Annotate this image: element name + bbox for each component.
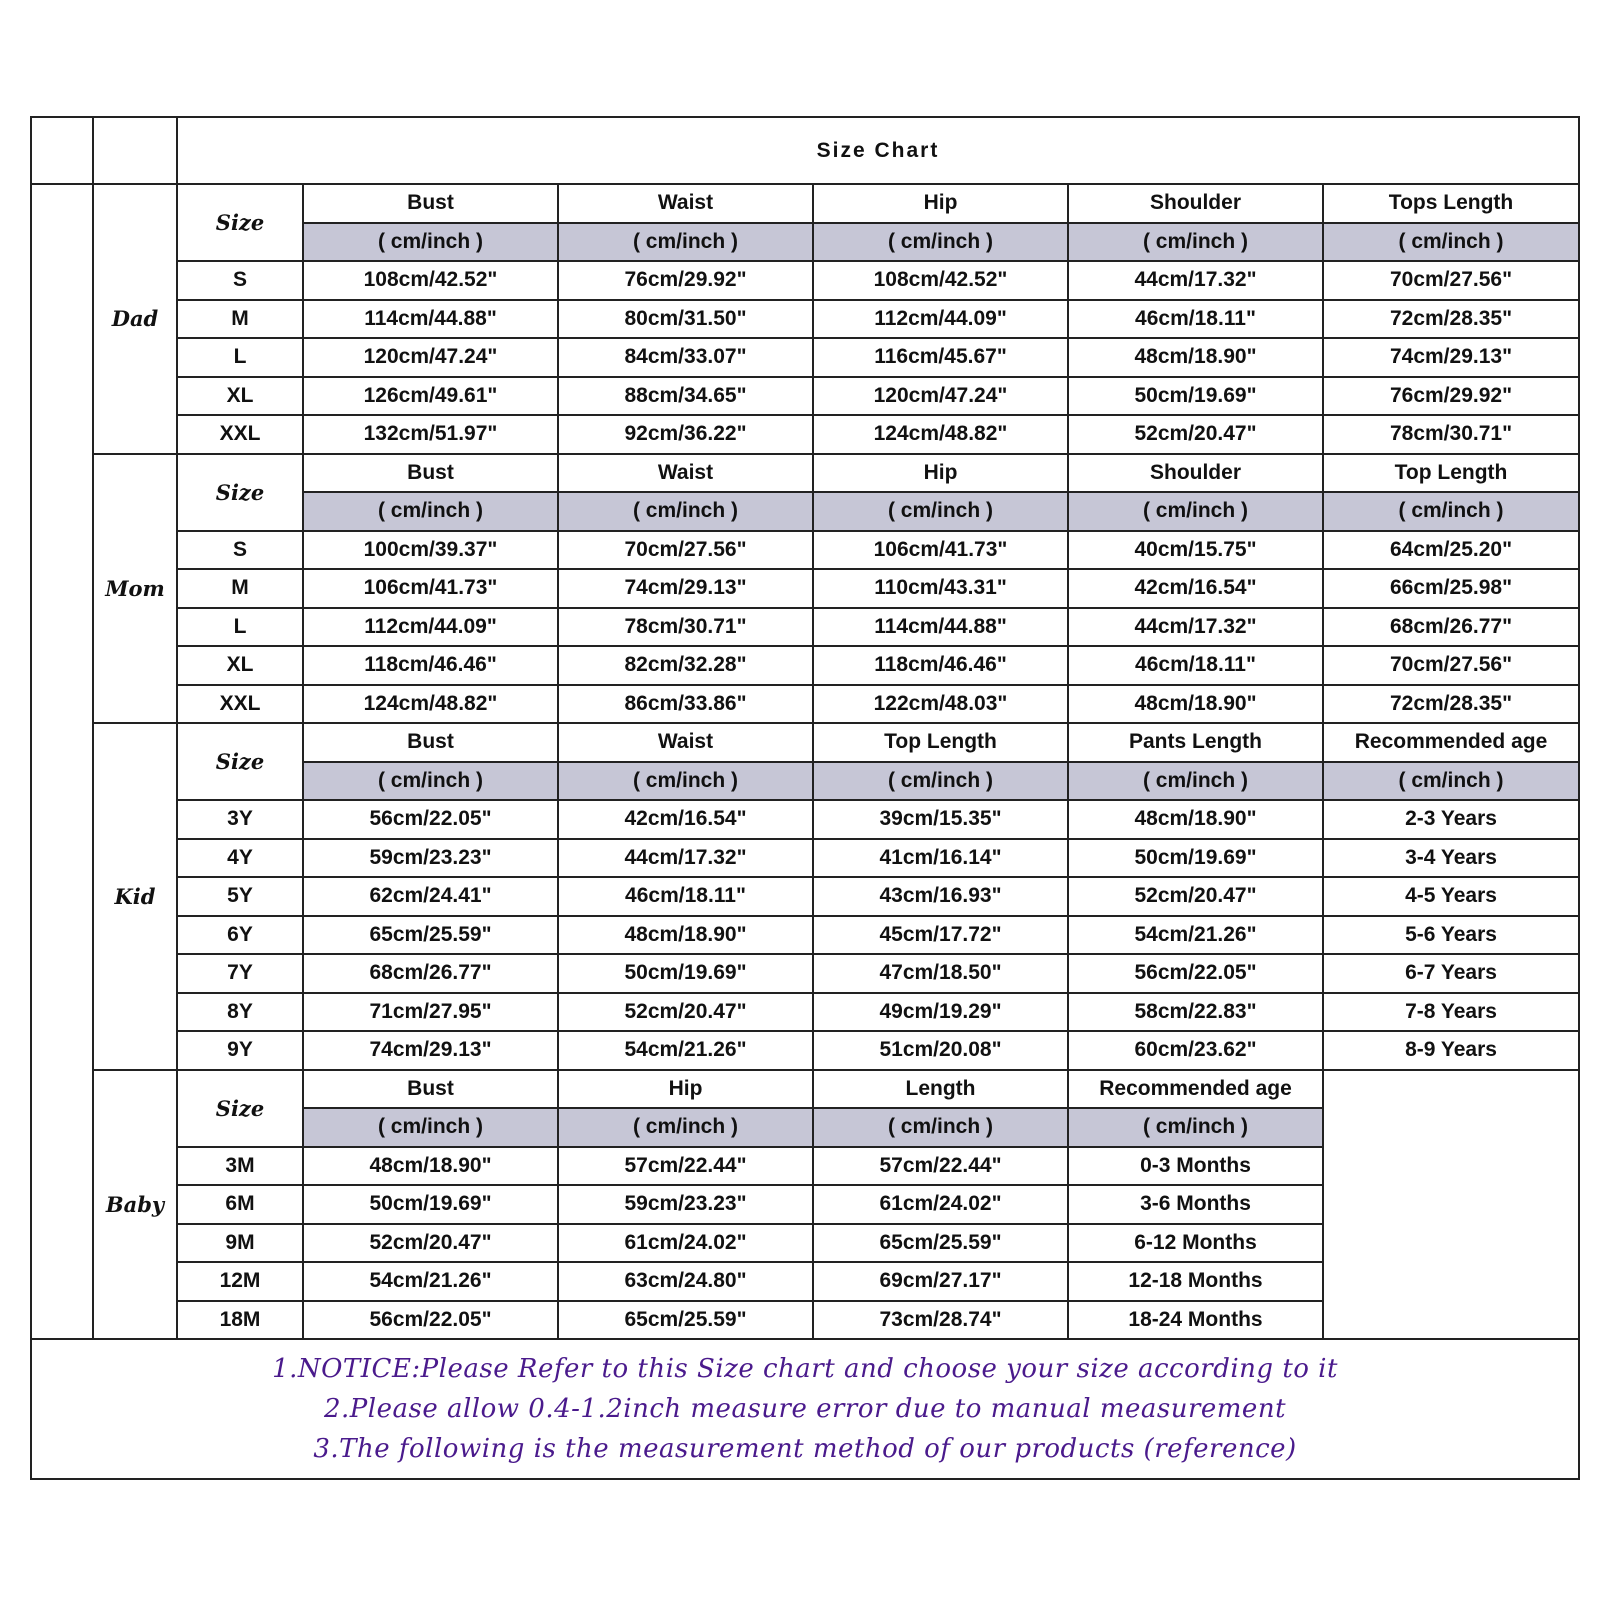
kid-size-cell: 8Y <box>177 993 303 1032</box>
baby-size-cell: 12M <box>177 1262 303 1301</box>
notice-line: 1.NOTICE:Please Refer to this Size chart and choose your size according to it <box>272 1354 1338 1384</box>
notes-cell <box>31 1339 1579 1479</box>
dad-value-cell: 52cm/20.47" <box>1068 415 1323 454</box>
dad-value-cell: 120cm/47.24" <box>813 377 1068 416</box>
table-row <box>31 377 1579 416</box>
mom-column-header: Waist <box>558 454 813 493</box>
baby-unit-cell: ( cm/inch ) <box>813 1108 1068 1147</box>
left-margin-cell <box>31 184 93 1339</box>
mom-unit-cell: ( cm/inch ) <box>1323 492 1579 531</box>
dad-value-cell: 80cm/31.50" <box>558 300 813 339</box>
dad-size-cell: S <box>177 261 303 300</box>
mom-value-cell: 122cm/48.03" <box>813 685 1068 724</box>
notice-line: 2.Please allow 0.4-1.2inch measure error due to manual measurement <box>323 1394 1287 1424</box>
mom-header-row <box>31 454 1579 493</box>
baby-column-header: Recommended age <box>1068 1070 1323 1109</box>
mom-value-cell: 114cm/44.88" <box>813 608 1068 647</box>
dad-column-header: Shoulder <box>1068 184 1323 223</box>
kid-value-cell: 48cm/18.90" <box>1068 800 1323 839</box>
dad-value-cell: 108cm/42.52" <box>813 261 1068 300</box>
mom-value-cell: 70cm/27.56" <box>558 531 813 570</box>
kid-group-label: Kid <box>93 723 177 1070</box>
dad-value-cell: 70cm/27.56" <box>1323 261 1579 300</box>
kid-value-cell: 59cm/23.23" <box>303 839 558 878</box>
dad-column-header: Waist <box>558 184 813 223</box>
dad-value-cell: 44cm/17.32" <box>1068 261 1323 300</box>
kid-header-row <box>31 723 1579 762</box>
table-row <box>31 993 1579 1032</box>
dad-value-cell: 116cm/45.67" <box>813 338 1068 377</box>
mom-size-cell: XXL <box>177 685 303 724</box>
baby-value-cell: 50cm/19.69" <box>303 1185 558 1224</box>
mom-value-cell: 112cm/44.09" <box>303 608 558 647</box>
kid-value-cell: 6-7 Years <box>1323 954 1579 993</box>
mom-value-cell: 106cm/41.73" <box>813 531 1068 570</box>
kid-unit-cell: ( cm/inch ) <box>558 762 813 801</box>
kid-value-cell: 43cm/16.93" <box>813 877 1068 916</box>
baby-size-cell: 3M <box>177 1147 303 1186</box>
size-chart-table <box>30 116 1580 1480</box>
baby-value-cell: 61cm/24.02" <box>558 1224 813 1263</box>
mom-value-cell: 40cm/15.75" <box>1068 531 1323 570</box>
size-chart-frame <box>30 116 1578 1501</box>
dad-unit-cell: ( cm/inch ) <box>558 223 813 262</box>
mom-value-cell: 124cm/48.82" <box>303 685 558 724</box>
mom-value-cell: 64cm/25.20" <box>1323 531 1579 570</box>
mom-value-cell: 86cm/33.86" <box>558 685 813 724</box>
baby-value-cell: 59cm/23.23" <box>558 1185 813 1224</box>
dad-value-cell: 46cm/18.11" <box>1068 300 1323 339</box>
baby-column-header: Length <box>813 1070 1068 1109</box>
dad-value-cell: 72cm/28.35" <box>1323 300 1579 339</box>
kid-value-cell: 2-3 Years <box>1323 800 1579 839</box>
kid-value-cell: 54cm/21.26" <box>1068 916 1323 955</box>
kid-value-cell: 48cm/18.90" <box>558 916 813 955</box>
table-row <box>31 531 1579 570</box>
baby-value-cell: 65cm/25.59" <box>813 1224 1068 1263</box>
kid-size-label: Size <box>177 723 303 800</box>
baby-value-cell: 54cm/21.26" <box>303 1262 558 1301</box>
page-title: Size Chart <box>177 117 1579 184</box>
kid-column-header: Pants Length <box>1068 723 1323 762</box>
dad-value-cell: 112cm/44.09" <box>813 300 1068 339</box>
dad-column-header: Tops Length <box>1323 184 1579 223</box>
kid-value-cell: 46cm/18.11" <box>558 877 813 916</box>
kid-value-cell: 51cm/20.08" <box>813 1031 1068 1070</box>
baby-blank-area <box>1323 1070 1579 1340</box>
mom-value-cell: 70cm/27.56" <box>1323 646 1579 685</box>
mom-value-cell: 48cm/18.90" <box>1068 685 1323 724</box>
baby-unit-cell: ( cm/inch ) <box>303 1108 558 1147</box>
table-row <box>31 685 1579 724</box>
baby-value-cell: 57cm/22.44" <box>558 1147 813 1186</box>
baby-value-cell: 63cm/24.80" <box>558 1262 813 1301</box>
dad-size-label: Size <box>177 184 303 261</box>
corner-cell <box>31 117 93 184</box>
kid-column-header: Waist <box>558 723 813 762</box>
dad-value-cell: 132cm/51.97" <box>303 415 558 454</box>
mom-value-cell: 72cm/28.35" <box>1323 685 1579 724</box>
table-row <box>31 839 1579 878</box>
mom-size-label: Size <box>177 454 303 531</box>
baby-column-header: Hip <box>558 1070 813 1109</box>
mom-value-cell: 46cm/18.11" <box>1068 646 1323 685</box>
baby-value-cell: 52cm/20.47" <box>303 1224 558 1263</box>
baby-value-cell: 12-18 Months <box>1068 1262 1323 1301</box>
kid-value-cell: 52cm/20.47" <box>1068 877 1323 916</box>
mom-column-header: Bust <box>303 454 558 493</box>
dad-unit-cell: ( cm/inch ) <box>813 223 1068 262</box>
dad-value-cell: 74cm/29.13" <box>1323 338 1579 377</box>
kid-value-cell: 54cm/21.26" <box>558 1031 813 1070</box>
dad-size-cell: M <box>177 300 303 339</box>
kid-value-cell: 50cm/19.69" <box>558 954 813 993</box>
baby-header-row <box>31 1070 1579 1109</box>
kid-size-cell: 4Y <box>177 839 303 878</box>
dad-unit-cell: ( cm/inch ) <box>303 223 558 262</box>
dad-size-cell: L <box>177 338 303 377</box>
table-row <box>31 877 1579 916</box>
kid-value-cell: 8-9 Years <box>1323 1031 1579 1070</box>
dad-value-cell: 92cm/36.22" <box>558 415 813 454</box>
baby-unit-cell: ( cm/inch ) <box>1068 1108 1323 1147</box>
baby-value-cell: 73cm/28.74" <box>813 1301 1068 1340</box>
mom-value-cell: 110cm/43.31" <box>813 569 1068 608</box>
table-row <box>31 415 1579 454</box>
kid-value-cell: 49cm/19.29" <box>813 993 1068 1032</box>
dad-header-row <box>31 184 1579 223</box>
table-row <box>31 608 1579 647</box>
dad-column-header: Hip <box>813 184 1068 223</box>
mom-value-cell: 118cm/46.46" <box>303 646 558 685</box>
baby-size-label: Size <box>177 1070 303 1147</box>
table-row <box>31 569 1579 608</box>
dad-value-cell: 114cm/44.88" <box>303 300 558 339</box>
baby-value-cell: 65cm/25.59" <box>558 1301 813 1340</box>
kid-column-header: Recommended age <box>1323 723 1579 762</box>
kid-size-cell: 6Y <box>177 916 303 955</box>
dad-value-cell: 50cm/19.69" <box>1068 377 1323 416</box>
mom-value-cell: 100cm/39.37" <box>303 531 558 570</box>
baby-unit-cell: ( cm/inch ) <box>558 1108 813 1147</box>
mom-group-label: Mom <box>93 454 177 724</box>
mom-size-cell: L <box>177 608 303 647</box>
dad-size-cell: XXL <box>177 415 303 454</box>
mom-value-cell: 68cm/26.77" <box>1323 608 1579 647</box>
dad-group-label: Dad <box>93 184 177 454</box>
baby-size-cell: 6M <box>177 1185 303 1224</box>
dad-size-cell: XL <box>177 377 303 416</box>
kid-size-cell: 9Y <box>177 1031 303 1070</box>
kid-value-cell: 45cm/17.72" <box>813 916 1068 955</box>
kid-unit-cell: ( cm/inch ) <box>1323 762 1579 801</box>
kid-unit-cell: ( cm/inch ) <box>1068 762 1323 801</box>
kid-value-cell: 71cm/27.95" <box>303 993 558 1032</box>
dad-value-cell: 120cm/47.24" <box>303 338 558 377</box>
kid-value-cell: 74cm/29.13" <box>303 1031 558 1070</box>
baby-value-cell: 69cm/27.17" <box>813 1262 1068 1301</box>
kid-value-cell: 39cm/15.35" <box>813 800 1068 839</box>
baby-value-cell: 3-6 Months <box>1068 1185 1323 1224</box>
kid-value-cell: 4-5 Years <box>1323 877 1579 916</box>
table-row <box>31 646 1579 685</box>
kid-value-cell: 3-4 Years <box>1323 839 1579 878</box>
baby-value-cell: 56cm/22.05" <box>303 1301 558 1340</box>
table-row <box>31 954 1579 993</box>
mom-column-header: Hip <box>813 454 1068 493</box>
table-row <box>31 800 1579 839</box>
baby-value-cell: 18-24 Months <box>1068 1301 1323 1340</box>
kid-value-cell: 42cm/16.54" <box>558 800 813 839</box>
dad-value-cell: 88cm/34.65" <box>558 377 813 416</box>
dad-value-cell: 108cm/42.52" <box>303 261 558 300</box>
kid-value-cell: 58cm/22.83" <box>1068 993 1323 1032</box>
kid-value-cell: 56cm/22.05" <box>303 800 558 839</box>
dad-value-cell: 84cm/33.07" <box>558 338 813 377</box>
baby-size-cell: 9M <box>177 1224 303 1263</box>
notes-row <box>31 1339 1579 1479</box>
table-row <box>31 300 1579 339</box>
baby-value-cell: 0-3 Months <box>1068 1147 1323 1186</box>
mom-unit-cell: ( cm/inch ) <box>558 492 813 531</box>
table-row <box>31 916 1579 955</box>
mom-unit-cell: ( cm/inch ) <box>1068 492 1323 531</box>
dad-value-cell: 126cm/49.61" <box>303 377 558 416</box>
mom-column-header: Top Length <box>1323 454 1579 493</box>
kid-value-cell: 62cm/24.41" <box>303 877 558 916</box>
dad-unit-cell: ( cm/inch ) <box>1323 223 1579 262</box>
mom-value-cell: 74cm/29.13" <box>558 569 813 608</box>
baby-value-cell: 6-12 Months <box>1068 1224 1323 1263</box>
dad-column-header: Bust <box>303 184 558 223</box>
baby-value-cell: 48cm/18.90" <box>303 1147 558 1186</box>
kid-value-cell: 5-6 Years <box>1323 916 1579 955</box>
kid-column-header: Top Length <box>813 723 1068 762</box>
table-row <box>31 1031 1579 1070</box>
dad-value-cell: 78cm/30.71" <box>1323 415 1579 454</box>
dad-value-cell: 48cm/18.90" <box>1068 338 1323 377</box>
kid-unit-cell: ( cm/inch ) <box>303 762 558 801</box>
corner-cell-2 <box>93 117 177 184</box>
table-row <box>31 338 1579 377</box>
mom-size-cell: M <box>177 569 303 608</box>
kid-value-cell: 44cm/17.32" <box>558 839 813 878</box>
mom-column-header: Shoulder <box>1068 454 1323 493</box>
mom-value-cell: 82cm/32.28" <box>558 646 813 685</box>
mom-size-cell: XL <box>177 646 303 685</box>
notice-line: 3.The following is the measurement method of our products (reference) <box>313 1434 1297 1464</box>
mom-value-cell: 118cm/46.46" <box>813 646 1068 685</box>
kid-value-cell: 60cm/23.62" <box>1068 1031 1323 1070</box>
mom-unit-cell: ( cm/inch ) <box>303 492 558 531</box>
baby-column-header: Bust <box>303 1070 558 1109</box>
kid-unit-cell: ( cm/inch ) <box>813 762 1068 801</box>
kid-value-cell: 52cm/20.47" <box>558 993 813 1032</box>
kid-size-cell: 7Y <box>177 954 303 993</box>
baby-group-label: Baby <box>93 1070 177 1340</box>
table-row <box>31 261 1579 300</box>
dad-value-cell: 76cm/29.92" <box>1323 377 1579 416</box>
kid-value-cell: 41cm/16.14" <box>813 839 1068 878</box>
kid-size-cell: 3Y <box>177 800 303 839</box>
baby-value-cell: 57cm/22.44" <box>813 1147 1068 1186</box>
dad-unit-cell: ( cm/inch ) <box>1068 223 1323 262</box>
mom-size-cell: S <box>177 531 303 570</box>
baby-size-cell: 18M <box>177 1301 303 1340</box>
kid-column-header: Bust <box>303 723 558 762</box>
kid-value-cell: 68cm/26.77" <box>303 954 558 993</box>
mom-value-cell: 44cm/17.32" <box>1068 608 1323 647</box>
kid-value-cell: 56cm/22.05" <box>1068 954 1323 993</box>
kid-value-cell: 65cm/25.59" <box>303 916 558 955</box>
dad-value-cell: 76cm/29.92" <box>558 261 813 300</box>
baby-value-cell: 61cm/24.02" <box>813 1185 1068 1224</box>
kid-value-cell: 7-8 Years <box>1323 993 1579 1032</box>
mom-value-cell: 78cm/30.71" <box>558 608 813 647</box>
kid-value-cell: 50cm/19.69" <box>1068 839 1323 878</box>
mom-value-cell: 42cm/16.54" <box>1068 569 1323 608</box>
dad-value-cell: 124cm/48.82" <box>813 415 1068 454</box>
mom-unit-cell: ( cm/inch ) <box>813 492 1068 531</box>
mom-value-cell: 106cm/41.73" <box>303 569 558 608</box>
kid-value-cell: 47cm/18.50" <box>813 954 1068 993</box>
mom-value-cell: 66cm/25.98" <box>1323 569 1579 608</box>
kid-size-cell: 5Y <box>177 877 303 916</box>
